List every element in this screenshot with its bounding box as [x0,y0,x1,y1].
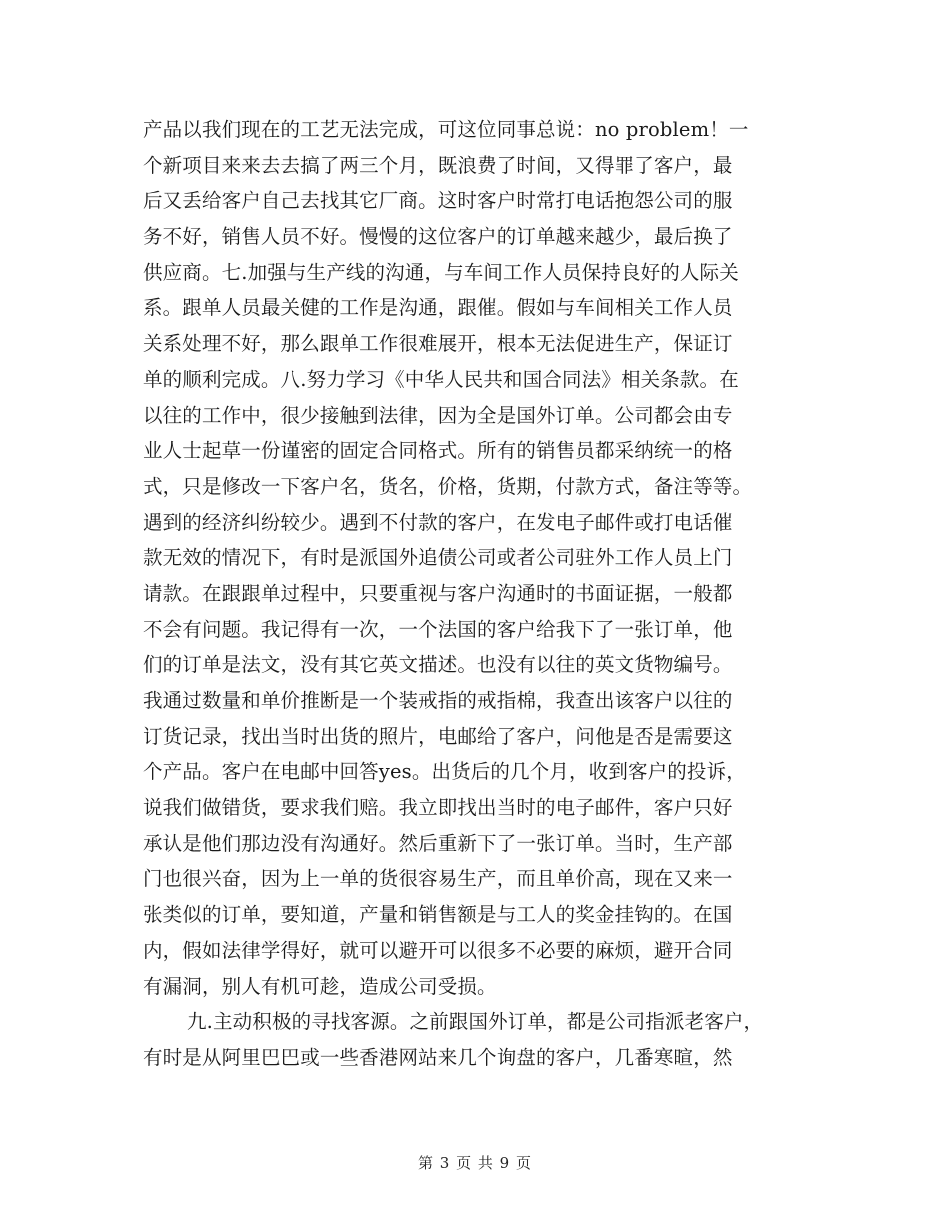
text-line: 个产品。客户在电邮中回答yes。出货后的几个月，收到客户的投诉， [143,760,746,784]
text-line: 不会有问题。我记得有一次，一个法国的客户给我下了一张订单，他 [143,617,733,641]
text-line: 以往的工作中，很少接触到法律，因为全是国外订单。公司都会由专 [143,403,733,427]
text-line: 业人士起草一份谨密的固定合同格式。所有的销售员都采纳统一的格 [143,439,733,463]
text-line: 系。跟单人员最关健的工作是沟通，跟催。假如与车间相关工作人员 [143,296,733,320]
text-line: 产品以我们现在的工艺无法完成，可这位同事总说：no problem！一 [143,118,749,141]
text-line: 内，假如法律学得好，就可以避开可以很多不必要的麻烦，避开合同 [143,938,733,962]
text-line: 我通过数量和单价推断是一个装戒指的戒指棉，我查出该客户以往的 [143,689,733,712]
text-line: 订货记录，找出当时出货的照片，电邮给了客户，问他是否是需要这 [143,724,733,748]
text-line: 张类似的订单，要知道，产量和销售额是与工人的奖金挂钩的。在国 [143,903,733,927]
text-line: 供应商。七.加强与生产线的沟通，与车间工作人员保持良好的人际关 [143,260,739,284]
text-line: 单的顺利完成。八.努力学习《中华人民共和国合同法》相关条款。在 [143,367,739,391]
text-line: 式，只是修改一下客户名，货名，价格，货期，付款方式，备注等等。 [143,474,753,498]
document-body [143,112,803,1076]
text-line: 门也很兴奋，因为上一单的货很容易生产，而且单价高，现在又来一 [143,867,733,891]
text-line: 关系处理不好，那么跟单工作很难展开，根本无法促进生产，保证订 [143,332,733,356]
text-line: 务不好，销售人员不好。慢慢的这位客户的订单越来越少，最后换了 [143,225,733,249]
text-line: 款无效的情况下，有时是派国外追债公司或者公司驻外工作人员上门 [143,546,733,570]
text-line: 说我们做错货，要求我们赔。我立即找出当时的电子邮件，客户只好 [143,796,733,820]
text-line: 个新项目来来去去搞了两三个月，既浪费了时间，又得罪了客户，最 [143,153,733,177]
text-line: 遇到的经济纠纷较少。遇到不付款的客户，在发电子邮件或打电话催 [143,510,733,534]
text-line: 们的订单是法文，没有其它英文描述。也没有以往的英文货物编号。 [143,653,733,677]
text-line: 后又丢给客户自己去找其它厂商。这时客户时常打电话抱怨公司的服 [143,189,733,213]
text-line: 承认是他们那边没有沟通好。然后重新下了一张订单。当时，生产部 [143,831,733,855]
paragraph-start-line: 九.主动积极的寻找客源。之前跟国外订单，都是公司指派老客户， [187,1010,764,1034]
text-line: 有漏洞，别人有机可趁，造成公司受损。 [143,974,497,998]
text-line: 有时是从阿里巴巴或一些香港网站来几个询盘的客户，几番寒暄，然 [143,1045,733,1069]
page-footer: 第 3 页 共 9 页 [418,1154,532,1172]
text-line: 请款。在跟跟单过程中，只要重视与客户沟通时的书面证据，一般都 [143,581,733,605]
